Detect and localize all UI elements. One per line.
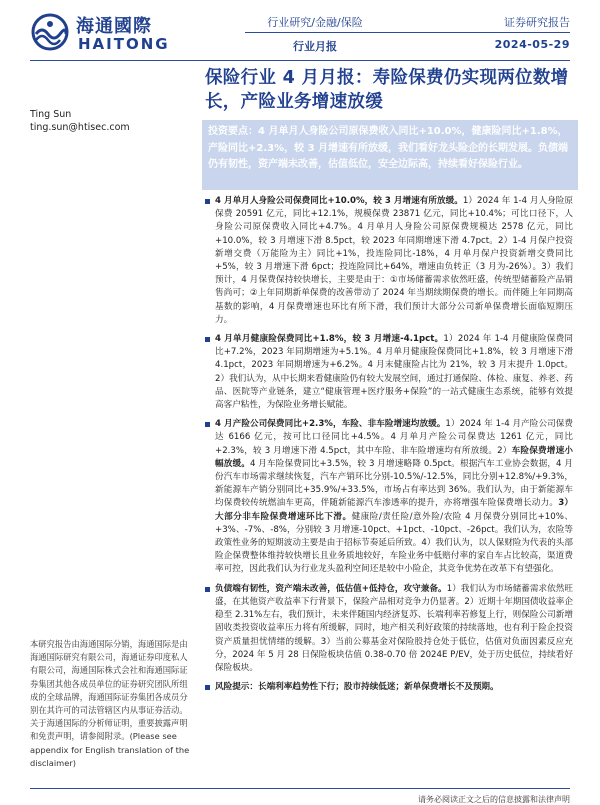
- section-life-insurance: [205, 195, 573, 327]
- section-text: 1）2024 年 1-4 月产险公司保费达 6166 亿元，按可比口径同比+4.5%。4 月单月产险公司保费达 1261 亿元，同比+2.3%，较 3 月增速下滑 4.5pct，其中车险、非车险增速均有所放缓。2）: [215, 419, 573, 456]
- section-lead: 4 月单月健康险保费同比+1.8%，较 3 月增速-4.1pct。: [215, 334, 444, 345]
- haitong-logo-icon: [30, 12, 70, 52]
- square-bullet-icon: [205, 685, 210, 690]
- header-divider-top: [245, 32, 570, 33]
- section-text: 1）2024 年 1-4 月人身险原保费 20591 亿元，同比+12.1%，规模保费 23871 亿元，同比+10.4%；可比口径下，人身险公司原保费收入同比+4.7%。4 月单月人身险公司原保费规模达 2578 亿元，同比+10.0%，较 3 月增速下滑 8.5pct，较 2023 年同期增速下滑 4.7pct。2）1-4 月保户投资新增交费（万能险为主）同比+1%，投连险同比-18%，4 月单月保户投资新增交费同比+5%，较 3 月增速下滑 6pct；投连险同比+64%，增速由负转正（3 月为-26%）。3）我们预计，4 月保费保持较快增长，主要是由于：①市场储蓄需求依然旺盛，传统型储蓄险产品销售尚可；②上年同期新单保费的改善带动了 2024 年当期续期保费的增长。而伴随上年同期高基数的影响，4 月保费增速也环比有所下滑，我们预计大部分公司新单保费增长面临短期压力。: [215, 196, 573, 325]
- haitong-logo: [30, 10, 190, 54]
- section-text: 1）2024 年 1-4 月健康险保费同比+7.2%，2023 年同期增速为+5.1%。4 月单月健康险保费同比+1.8%，较 3 月增速下滑 4.1pct，2023 年同期增速为+6.2%。4 月末健康险占比为 21%，较 3 月末提升 1.0pct。2）我们认为，从中长期来看健康险仍有较大发展空间，通过打通保险、体检、康复、养老、药品、医院等产业链条，建立“健康管理+医疗服务+保险”的一站式健康生态系统，能够有效提高客户粘性，为保险业务增长赋能。: [215, 334, 573, 411]
- author-name: Ting Sun: [30, 109, 72, 120]
- section-text: 1）我们认为市场储蓄需求依然旺盛，在其他资产收益率下行背景下，保险产品相对竞争力仍显著。2）近期十年期国债收益率企稳至 2.31%左右，我们预计，未来伴随国内经济复苏、长端利率若修复上行，则保险公司新增固收类投资收益率压力将有所缓解，同时，地产相关利好政策的持续落地，也有利于险企投资资产质量担忧情绪的缓解。3）当前公募基金对保险股持仓处于低位，估值对负面因素反应充分，2024 年 5 月 28 日保险板块估值 0.38-0.70 倍 2024E P/EV，处于历史低位，持续看好保险板块。: [215, 583, 574, 673]
- report-date: 2024-05-29: [494, 38, 570, 51]
- author-block: [30, 108, 130, 134]
- distribution-disclaimer: 本研究报告由海通国际分销，海通国际是由海通国际研究有限公司，海通证券印度私人有限公司，海通国际株式会社和海通国际证券集团其他各成员单位的证券研究团队所组成的全球品牌，海通国际证券集团各成员分别在其许可的司法管辖区内从事证券活动。关于海通国际的分析师证明，重要披露声明和免责声明，请参阅附录。(Please see appendix for English translation of the disclaimer): [30, 639, 190, 768]
- report-label: 证券研究报告: [504, 16, 570, 29]
- section-sublead: 3）大部分非车险保费增速环比下滑。: [215, 498, 573, 522]
- page-header: [0, 0, 600, 64]
- report-type: 行业月报: [293, 40, 337, 53]
- footer-divider: [30, 788, 570, 789]
- section-text: 4 月车险保费同比+3.5%，较 3 月增速略降 0.5pct。根据汽车工业协会数据，4 月份汽车市场需求继续恢复，汽车产销环比分别-10.5%/-12.5%，同比分别+12.8%/+9.3%，新能源车产销分别同比+35.9%/+33.5%，市场占有率达到 36%。我们认为，由于新能源车均保费较传统燃油车更高，伴随新能源汽车渗透率的提升，亦将增强车险保费增长动力。: [215, 458, 573, 509]
- author-email[interactable]: ting.sun@htisec.com: [30, 122, 130, 133]
- report-category: 行业研究/金融/保险: [267, 16, 363, 29]
- section-lead: 4 月单月人身险公司保费同比+10.0%，较 3 月增速有所放缓。: [215, 196, 463, 206]
- section-lead: 负债端有韧性，资产端未改善，低估值+低持仓，攻守兼备。: [215, 583, 447, 594]
- square-bullet-icon: [205, 337, 210, 342]
- square-bullet-icon: [205, 587, 210, 592]
- investment-summary-box: [202, 120, 578, 190]
- section-lead: 风险提示：长端利率趋势性下行；股市持续低迷；新单保费增长不及预期。: [215, 682, 499, 693]
- page-footer: [0, 770, 600, 804]
- footer-note: 请务必阅读正文之后的信息披露和法律声明: [418, 795, 570, 804]
- section-outlook: [205, 583, 573, 675]
- report-title: 保险行业 4 月月报：寿险保费仍实现两位数增长，产险业务增速放缓: [205, 68, 569, 112]
- header-divider-bottom: [30, 60, 570, 61]
- section-property-insurance: [205, 418, 573, 576]
- section-risk-warning: [205, 681, 573, 694]
- section-health-insurance: [205, 333, 573, 412]
- logo-chinese-text: 海通國際: [76, 16, 152, 37]
- square-bullet-icon: [205, 199, 210, 204]
- investment-summary-text: 投资要点：4 月单月人身险公司原保费收入同比+10.0%，健康险同比+1.8%，产险同比+2.3%，较 3 月增速有所放缓，我们看好龙头险企的长期发展。负债端仍有韧性，资产端未改善，估值低位，安全边际高，持续看好保险行业。: [208, 126, 569, 170]
- report-body: [205, 195, 573, 700]
- square-bullet-icon: [205, 422, 210, 427]
- section-text: 健康险/责任险/意外险/农险 4 月保费分别同比+10%、+3%、-7%、-8%，分别较 3 月增速-10pct、+1pct、-10pct、-26pct。我们认为，农险等政策性业务的短期波动主要是由于招标节奏延后所致。4）我们认为，以人保财险为代表的头部险企保费整体维持较快增长且业务质地较好，车险业务中低赔付率的家自车占比较高，渠道费率可控，因此我们认为行业龙头盈利空间还是较中小险企，其竞争优势在改革下有望强化。: [215, 511, 573, 575]
- section-lead: 4 月产险公司保费同比+2.3%，车险、非车险增速均放缓。: [215, 419, 446, 430]
- section-sublead: 车险保费增速小幅放缓。: [215, 445, 573, 469]
- logo-english-text: HAITONG: [78, 35, 170, 53]
